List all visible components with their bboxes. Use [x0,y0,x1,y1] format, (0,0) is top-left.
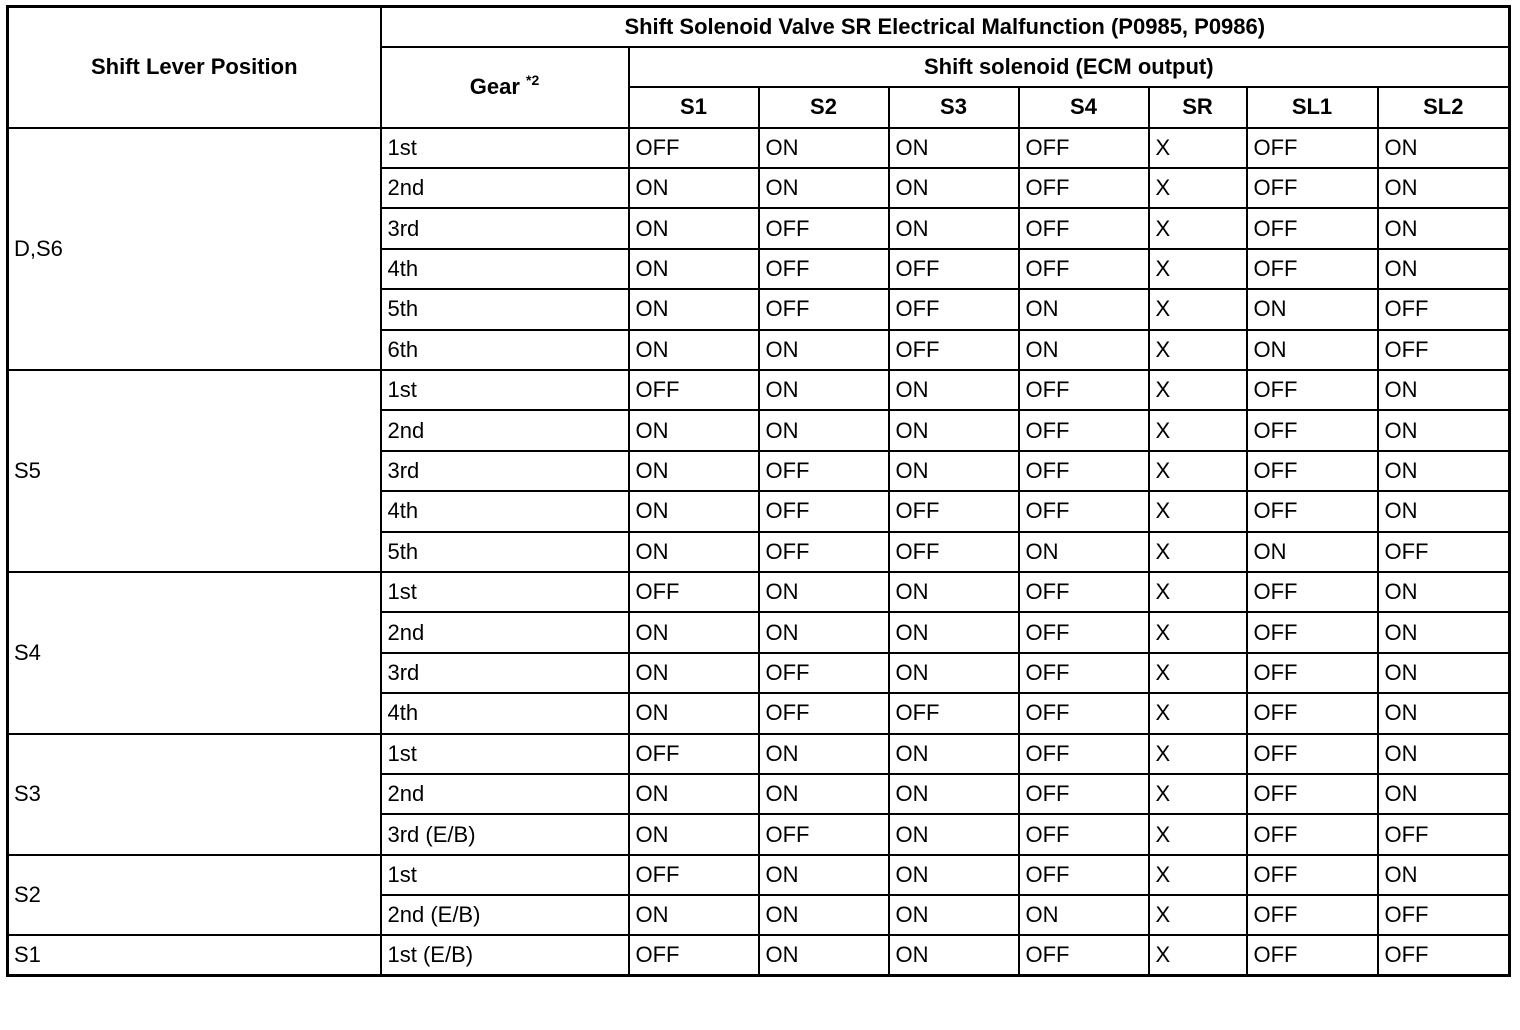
shift-lever-position-cell: S3 [8,734,381,855]
solenoid-state-cell: OFF [1019,370,1149,410]
solenoid-state-cell: OFF [1247,774,1378,814]
solenoid-state-cell: OFF [1247,734,1378,774]
gear-header [381,47,629,128]
solenoid-state-cell: OFF [759,653,889,693]
solenoid-state-cell: X [1149,572,1247,612]
solenoid-state-cell: ON [1378,693,1510,733]
solenoid-state-cell: ON [759,330,889,370]
solenoid-state-cell: OFF [889,330,1019,370]
solenoid-state-cell: OFF [1378,814,1510,854]
solenoid-state-cell: X [1149,774,1247,814]
solenoid-state-cell: ON [1378,451,1510,491]
solenoid-state-cell: X [1149,289,1247,329]
table-row [8,855,1510,895]
solenoid-state-cell: ON [1378,612,1510,652]
solenoid-state-cell: ON [759,612,889,652]
gear-footnote-marker: *2 [526,72,540,89]
gear-cell: 3rd [381,451,629,491]
solenoid-state-cell: ON [1247,330,1378,370]
solenoid-state-cell: OFF [1019,128,1149,168]
solenoid-state-cell: ON [889,653,1019,693]
solenoid-state-cell: ON [629,410,759,450]
solenoid-state-cell: OFF [1019,935,1149,975]
solenoid-state-cell: OFF [1019,855,1149,895]
solenoid-state-cell: X [1149,814,1247,854]
solenoid-state-cell: OFF [1247,935,1378,975]
solenoid-state-cell: X [1149,491,1247,531]
solenoid-state-cell: ON [1378,734,1510,774]
solenoid-state-cell: ON [1378,168,1510,208]
solenoid-state-cell: OFF [1247,895,1378,935]
solenoid-state-cell: ON [629,814,759,854]
table-title: Shift Solenoid Valve SR Electrical Malfunction (P0985, P0986) [381,7,1510,47]
gear-cell: 1st [381,128,629,168]
solenoid-state-cell: OFF [1019,774,1149,814]
solenoid-state-cell: X [1149,612,1247,652]
solenoid-state-cell: OFF [759,208,889,248]
shift-lever-position-cell: D,S6 [8,128,381,370]
solenoid-state-cell: OFF [1378,330,1510,370]
solenoid-state-cell: ON [1019,532,1149,572]
column-header-sl1: SL1 [1247,87,1378,127]
solenoid-state-cell: X [1149,935,1247,975]
solenoid-state-cell: X [1149,370,1247,410]
solenoid-state-cell: ON [889,814,1019,854]
solenoid-state-cell: X [1149,330,1247,370]
table-row [8,370,1510,410]
gear-cell: 6th [381,330,629,370]
solenoid-state-cell: OFF [1378,935,1510,975]
solenoid-state-cell: ON [889,612,1019,652]
solenoid-state-cell: X [1149,249,1247,289]
solenoid-state-cell: OFF [1019,491,1149,531]
table-row [8,128,1510,168]
gear-cell: 1st [381,572,629,612]
solenoid-state-cell: OFF [1247,370,1378,410]
solenoid-table-container [6,5,1511,977]
solenoid-state-cell: OFF [1247,128,1378,168]
solenoid-state-cell: OFF [1378,895,1510,935]
gear-cell: 5th [381,289,629,329]
solenoid-state-cell: ON [629,208,759,248]
solenoid-state-cell: ON [629,612,759,652]
solenoid-state-cell: OFF [1019,168,1149,208]
column-header-sr: SR [1149,87,1247,127]
solenoid-state-cell: ON [1019,330,1149,370]
solenoid-state-cell: ON [889,855,1019,895]
solenoid-state-cell: ON [629,693,759,733]
solenoid-state-cell: OFF [759,249,889,289]
solenoid-state-cell: ON [1378,653,1510,693]
gear-cell: 1st [381,855,629,895]
solenoid-state-cell: X [1149,451,1247,491]
solenoid-state-cell: OFF [1247,208,1378,248]
solenoid-state-cell: X [1149,734,1247,774]
solenoid-state-cell: OFF [889,249,1019,289]
gear-cell: 1st [381,370,629,410]
solenoid-state-cell: ON [889,208,1019,248]
solenoid-state-cell: X [1149,693,1247,733]
solenoid-state-cell: OFF [629,734,759,774]
solenoid-state-cell: ON [759,410,889,450]
gear-cell: 3rd [381,208,629,248]
gear-cell: 4th [381,249,629,289]
solenoid-state-cell: ON [629,653,759,693]
shift-lever-position-cell: S5 [8,370,381,572]
solenoid-state-cell: ON [889,572,1019,612]
solenoid-state-cell: ON [629,168,759,208]
solenoid-state-cell: OFF [889,289,1019,329]
solenoid-state-cell: OFF [759,532,889,572]
table-row [8,572,1510,612]
solenoid-state-cell: ON [889,734,1019,774]
solenoid-state-cell: ON [1378,208,1510,248]
shift-lever-position-cell: S1 [8,935,381,975]
solenoid-table [6,5,1511,977]
solenoid-state-cell: OFF [1247,693,1378,733]
solenoid-state-cell: ON [759,855,889,895]
solenoid-state-cell: ON [889,895,1019,935]
gear-cell: 1st (E/B) [381,935,629,975]
solenoid-state-cell: OFF [1019,249,1149,289]
solenoid-state-cell: OFF [1247,855,1378,895]
solenoid-state-cell: OFF [1019,612,1149,652]
gear-cell: 3rd [381,653,629,693]
solenoid-state-cell: X [1149,532,1247,572]
solenoid-state-cell: X [1149,855,1247,895]
solenoid-state-cell: OFF [1247,814,1378,854]
table-row [8,935,1510,975]
solenoid-state-cell: ON [759,128,889,168]
gear-cell: 2nd [381,774,629,814]
solenoid-state-cell: ON [1019,895,1149,935]
solenoid-state-cell: ON [629,289,759,329]
solenoid-state-cell: ON [1378,572,1510,612]
gear-cell: 1st [381,734,629,774]
shift-lever-position-cell: S2 [8,855,381,936]
solenoid-state-cell: ON [889,451,1019,491]
table-body [8,128,1510,976]
solenoid-state-cell: ON [629,491,759,531]
column-header-s4: S4 [1019,87,1149,127]
solenoid-state-cell: OFF [1019,451,1149,491]
table-row [8,734,1510,774]
solenoid-state-cell: OFF [629,128,759,168]
column-header-sl2: SL2 [1378,87,1510,127]
gear-cell: 4th [381,491,629,531]
table-header [8,7,1510,128]
gear-cell: 2nd [381,410,629,450]
solenoid-state-cell: OFF [1019,693,1149,733]
solenoid-state-cell: OFF [1378,532,1510,572]
solenoid-state-cell: OFF [1247,451,1378,491]
solenoid-state-cell: ON [629,249,759,289]
solenoid-state-cell: OFF [1019,208,1149,248]
solenoid-state-cell: X [1149,128,1247,168]
solenoid-state-cell: OFF [759,814,889,854]
solenoid-state-cell: X [1149,895,1247,935]
solenoid-state-cell: ON [889,774,1019,814]
solenoid-state-cell: ON [1247,289,1378,329]
solenoid-state-cell: OFF [759,491,889,531]
solenoid-state-cell: OFF [629,935,759,975]
gear-cell: 2nd [381,612,629,652]
solenoid-state-cell: ON [1378,128,1510,168]
solenoid-state-cell: ON [629,895,759,935]
solenoid-state-cell: ON [629,330,759,370]
solenoid-state-cell: OFF [1247,410,1378,450]
gear-cell: 4th [381,693,629,733]
solenoid-state-cell: ON [1019,289,1149,329]
solenoid-state-cell: ON [889,410,1019,450]
solenoid-state-cell: ON [759,935,889,975]
column-header-s1: S1 [629,87,759,127]
gear-cell: 2nd (E/B) [381,895,629,935]
solenoid-state-cell: OFF [889,532,1019,572]
solenoid-state-cell: ON [1378,774,1510,814]
solenoid-state-cell: X [1149,208,1247,248]
solenoid-state-cell: ON [1378,410,1510,450]
solenoid-state-cell: OFF [1247,653,1378,693]
solenoid-state-cell: ON [1378,370,1510,410]
solenoid-state-cell: ON [889,168,1019,208]
solenoid-state-cell: OFF [1247,168,1378,208]
solenoid-state-cell: OFF [759,451,889,491]
solenoid-state-cell: OFF [1019,814,1149,854]
solenoid-state-cell: OFF [759,289,889,329]
column-header-s2: S2 [759,87,889,127]
solenoid-state-cell: OFF [1378,289,1510,329]
gear-header-label: Gear [469,74,520,100]
solenoid-state-cell: OFF [1019,734,1149,774]
solenoid-state-cell: X [1149,168,1247,208]
column-header-s3: S3 [889,87,1019,127]
solenoid-state-cell: OFF [1019,653,1149,693]
solenoid-state-cell: OFF [629,572,759,612]
solenoid-state-cell: X [1149,653,1247,693]
solenoid-state-cell: ON [1378,855,1510,895]
shift-lever-position-header: Shift Lever Position [8,7,381,128]
solenoid-state-cell: OFF [629,855,759,895]
shift-lever-position-cell: S4 [8,572,381,734]
solenoid-state-cell: ON [759,572,889,612]
solenoid-state-cell: OFF [1019,410,1149,450]
solenoid-state-cell: OFF [889,491,1019,531]
solenoid-state-cell: ON [759,734,889,774]
solenoid-state-cell: ON [1378,491,1510,531]
solenoid-state-cell: OFF [889,693,1019,733]
solenoid-state-cell: OFF [1247,572,1378,612]
solenoid-state-cell: OFF [1247,491,1378,531]
gear-cell: 2nd [381,168,629,208]
solenoid-state-cell: ON [759,370,889,410]
solenoid-state-cell: OFF [759,693,889,733]
solenoid-state-cell: ON [629,532,759,572]
solenoid-state-cell: OFF [629,370,759,410]
shift-solenoid-group-header: Shift solenoid (ECM output) [629,47,1510,87]
solenoid-state-cell: ON [759,774,889,814]
solenoid-state-cell: ON [629,774,759,814]
solenoid-state-cell: ON [759,168,889,208]
solenoid-state-cell: OFF [1019,572,1149,612]
gear-cell: 5th [381,532,629,572]
solenoid-state-cell: ON [629,451,759,491]
solenoid-state-cell: ON [889,935,1019,975]
solenoid-state-cell: ON [759,895,889,935]
solenoid-state-cell: ON [1247,532,1378,572]
gear-cell: 3rd (E/B) [381,814,629,854]
solenoid-state-cell: ON [1378,249,1510,289]
solenoid-state-cell: OFF [1247,612,1378,652]
solenoid-state-cell: X [1149,410,1247,450]
solenoid-state-cell: ON [889,370,1019,410]
solenoid-state-cell: OFF [1247,249,1378,289]
solenoid-state-cell: ON [889,128,1019,168]
